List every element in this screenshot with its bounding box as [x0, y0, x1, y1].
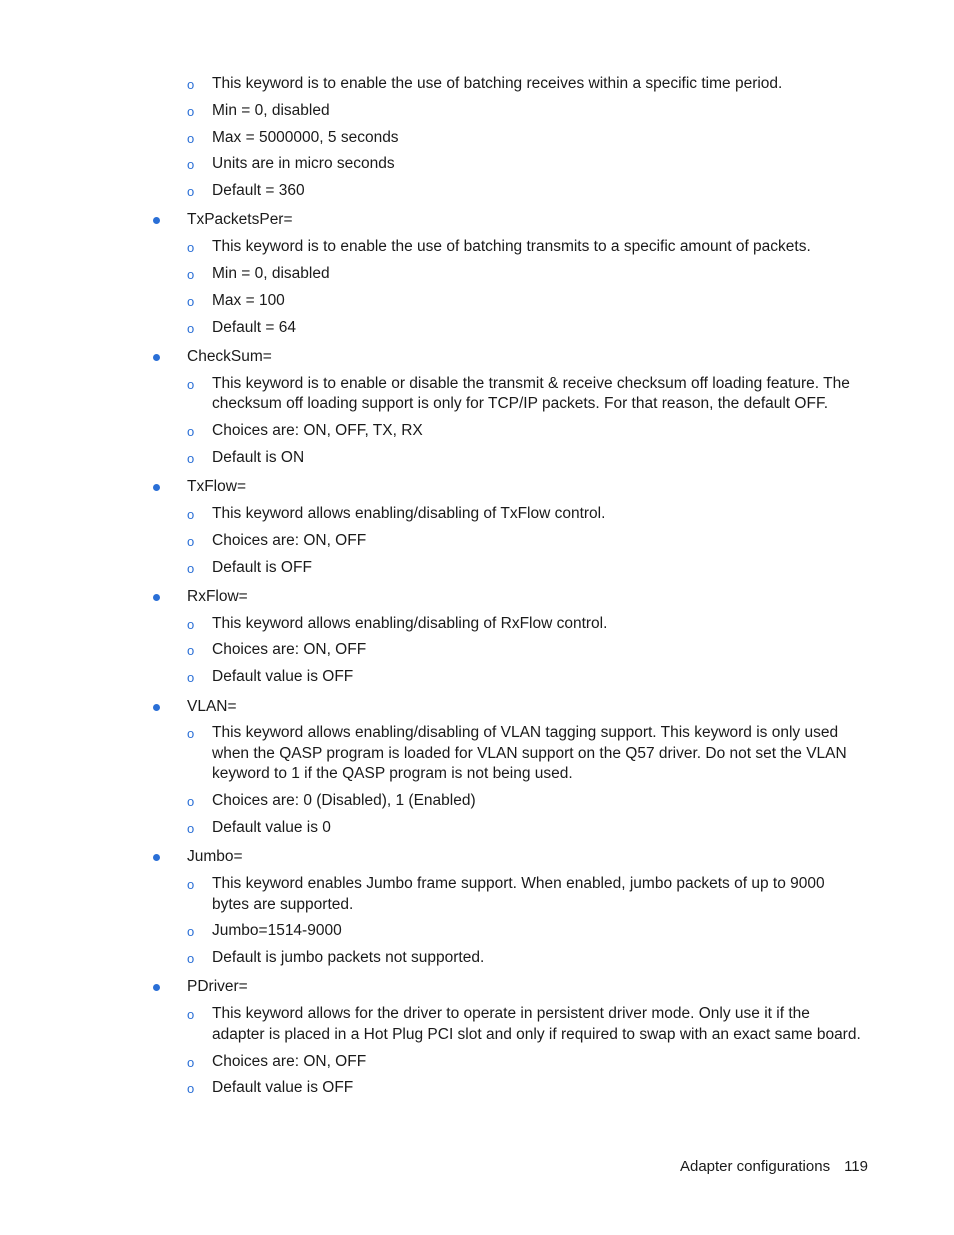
circle-bullet-icon: o: [187, 130, 195, 146]
circle-bullet-icon: o: [187, 376, 195, 392]
circle-bullet-icon: o: [187, 293, 195, 309]
list-item-text: Default is OFF: [212, 558, 312, 576]
list-item: [0, 101, 862, 122]
list-item: [0, 1004, 862, 1045]
list-item: [0, 291, 862, 312]
list-item: [0, 531, 862, 552]
circle-bullet-icon: o: [187, 670, 195, 686]
list-item: [0, 318, 862, 339]
list-item: [0, 558, 862, 579]
circle-bullet-icon: o: [187, 1081, 195, 1097]
list-item: [0, 818, 862, 839]
list-item-text: Default value is OFF: [212, 1079, 354, 1097]
list-item: [0, 874, 862, 915]
keyword-item: [0, 347, 954, 368]
circle-bullet-icon: o: [187, 820, 195, 836]
circle-bullet-icon: o: [187, 924, 195, 940]
circle-bullet-icon: o: [187, 643, 195, 659]
list-item: [0, 1052, 862, 1073]
list-item: [0, 614, 862, 635]
list-item-text: This keyword is to enable or disable the transmit & receive checksum off loading feature. The checksum off loading support is only for TCP/IP packets. For that reason, the default OFF.: [212, 374, 850, 413]
list-item: [0, 374, 862, 415]
list-item-text: This keyword allows enabling/disabling of VLAN tagging support. This keyword is only used when the QASP program is loaded for VLAN support on the Q57 driver. Do not set the VLAN keyword to 1 if the QASP program is not being used.: [212, 724, 847, 783]
list-item-text: Default value is 0: [212, 818, 331, 836]
circle-bullet-icon: o: [187, 560, 195, 576]
bullet-dot-icon: [153, 217, 160, 224]
circle-bullet-icon: o: [187, 103, 195, 119]
circle-bullet-icon: o: [187, 616, 195, 632]
document-body: [0, 74, 954, 1105]
circle-bullet-icon: o: [187, 1007, 195, 1023]
list-item: [0, 723, 862, 785]
list-item-text: Max = 100: [212, 291, 285, 309]
circle-bullet-icon: o: [187, 877, 195, 893]
keyword-item: [0, 847, 954, 868]
list-item: [0, 181, 862, 202]
list-item-text: Choices are: ON, OFF, TX, RX: [212, 422, 423, 440]
bullet-dot-icon: [153, 484, 160, 491]
circle-bullet-icon: o: [187, 424, 195, 440]
list-item: [0, 640, 862, 661]
keyword-item: [0, 210, 954, 231]
circle-bullet-icon: o: [187, 267, 195, 283]
bullet-dot-icon: [153, 594, 160, 601]
list-item: [0, 448, 862, 469]
list-item-text: Choices are: 0 (Disabled), 1 (Enabled): [212, 792, 476, 810]
list-item-text: This keyword is to enable the use of batching receives within a specific time period.: [212, 75, 783, 92]
list-item-text: Units are in micro seconds: [212, 155, 395, 173]
list-item-text: This keyword allows enabling/disabling of TxFlow control.: [212, 504, 606, 522]
keyword-label: VLAN=: [187, 697, 237, 715]
list-item-text: Choices are: ON, OFF: [212, 641, 367, 659]
list-item: [0, 74, 862, 95]
list-item-text: Min = 0, disabled: [212, 101, 330, 119]
list-item-text: Max = 5000000, 5 seconds: [212, 128, 399, 146]
bullet-dot-icon: [153, 704, 160, 711]
list-item-text: Min = 0, disabled: [212, 265, 330, 283]
list-item: [0, 921, 862, 942]
list-item: [0, 237, 862, 258]
circle-bullet-icon: o: [187, 157, 195, 173]
keyword-item: [0, 477, 954, 498]
list-item-text: Default is ON: [212, 448, 305, 466]
list-item: [0, 128, 862, 149]
circle-bullet-icon: o: [187, 533, 195, 549]
list-item: [0, 421, 862, 442]
keyword-item: [0, 697, 954, 718]
list-item-text: Default = 64: [212, 318, 297, 336]
list-item-text: This keyword enables Jumbo frame support. When enabled, jumbo packets of up to 9000 bytes are supported.: [212, 875, 825, 913]
keyword-label: Jumbo=: [187, 848, 243, 866]
circle-bullet-icon: o: [187, 240, 195, 256]
list-item: [0, 1078, 862, 1099]
bullet-dot-icon: [153, 854, 160, 861]
list-item: [0, 948, 862, 969]
keyword-label: TxPacketsPer=: [187, 211, 293, 229]
circle-bullet-icon: o: [187, 951, 195, 967]
circle-bullet-icon: o: [187, 184, 195, 200]
footer-section-title: Adapter configurations: [679, 1158, 831, 1175]
keyword-item: [0, 587, 954, 608]
keyword-label: CheckSum=: [187, 347, 272, 365]
list-item-text: This keyword allows for the driver to operate in persistent driver mode. Only use it if the adapter is placed in a Hot Plug PCI slot and only if required to swap with an exact same board.: [212, 1005, 861, 1043]
list-item-text: Jumbo=1514-9000: [212, 922, 342, 940]
list-item-text: Choices are: ON, OFF: [212, 1052, 367, 1070]
list-item: [0, 264, 862, 285]
list-item: [0, 791, 862, 812]
circle-bullet-icon: o: [187, 1054, 195, 1070]
list-item-text: Default value is OFF: [212, 668, 354, 686]
circle-bullet-icon: o: [187, 320, 195, 336]
page-footer: [680, 1158, 868, 1175]
list-item: [0, 667, 862, 688]
list-item-text: Choices are: ON, OFF: [212, 531, 367, 549]
circle-bullet-icon: o: [187, 794, 195, 810]
list-item-text: Default is jumbo packets not supported.: [212, 949, 485, 967]
keyword-label: RxFlow=: [187, 587, 248, 605]
list-item-text: This keyword is to enable the use of batching transmits to a specific amount of packets.: [212, 238, 811, 256]
circle-bullet-icon: o: [187, 450, 195, 466]
list-item-text: This keyword allows enabling/disabling of RxFlow control.: [212, 614, 608, 632]
bullet-dot-icon: [153, 354, 160, 361]
list-item: [0, 504, 862, 525]
circle-bullet-icon: o: [187, 77, 195, 92]
circle-bullet-icon: o: [187, 506, 195, 522]
keyword-label: PDriver=: [187, 978, 248, 996]
bullet-dot-icon: [153, 984, 160, 991]
page-number: 119: [844, 1158, 868, 1175]
keyword-label: TxFlow=: [187, 478, 246, 496]
keyword-item: [0, 977, 954, 998]
list-item-text: Default = 360: [212, 182, 305, 200]
list-item: [0, 154, 862, 175]
circle-bullet-icon: o: [187, 726, 195, 742]
